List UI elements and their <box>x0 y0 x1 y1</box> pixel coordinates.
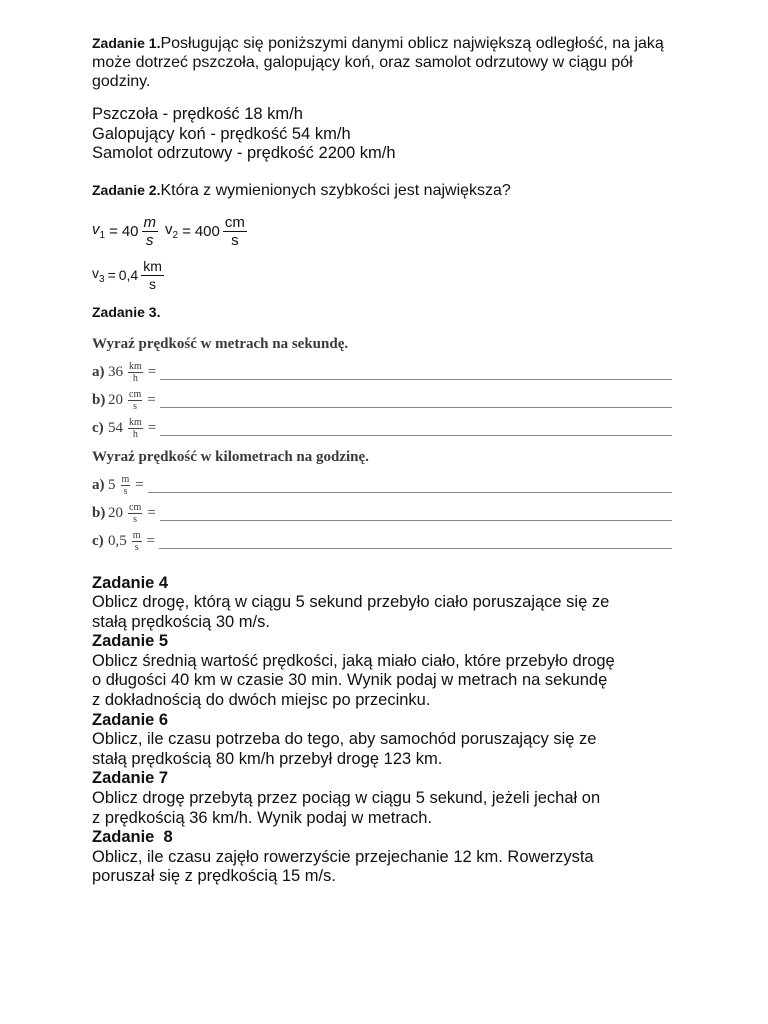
exercise-row: a) 36 $\frac{km}{h}$ = <box>92 359 682 387</box>
task-line: z dokładnością do dwóch miejsc po przecinku. <box>92 691 431 710</box>
task-1 <box>92 34 692 91</box>
answer-line[interactable] <box>160 393 672 408</box>
v3-label: $v_3$ <box>92 265 105 285</box>
v2-value: 400 <box>194 222 220 240</box>
task-line: stałą prędkością 30 m/s. <box>92 612 270 631</box>
task-3-worksheet <box>92 336 682 556</box>
task-2 <box>92 181 692 200</box>
v3-value: 0,4 <box>118 267 139 283</box>
exercise-row: c) 54 $\frac{km}{h}$ = <box>92 415 682 443</box>
v2-label: $v_2$ <box>165 221 179 241</box>
formula-v1: $v_1$ = 40 $\frac{m}{s}$ $v_2$ = 400 $\frac{cm}{s}$ <box>92 213 245 249</box>
task-title: Zadanie 6 <box>92 710 169 729</box>
task-8 <box>92 828 692 887</box>
speed-item: Galopujący koń - prędkość 54 km/h <box>92 124 351 143</box>
speed-list <box>92 105 692 164</box>
task-line: Oblicz, ile czasu zajęło rowerzyście przejechanie 12 km. Rowerzysta <box>92 847 594 866</box>
section-2-heading: Wyraź prędkość w kilometrach na godzinę. <box>92 448 369 465</box>
answer-line[interactable] <box>148 478 672 493</box>
task-title: Zadanie 5 <box>92 632 169 651</box>
task-7 <box>92 769 692 828</box>
v2-unit: $\frac{cm}{s}$ <box>224 213 245 249</box>
v3-unit: $\frac{km}{s}$ <box>143 257 162 292</box>
task-1-text: Posługując się poniższymi danymi oblicz największą odległość, na jaką może dotrzeć pszczoła, galopujący koń, oraz samolot odrzutowy w ciągu pół godziny. <box>92 35 664 90</box>
task-title: Zadanie 8 <box>92 828 173 847</box>
task-6 <box>92 711 692 770</box>
speed-item: Samolot odrzutowy - prędkość 2200 km/h <box>92 144 396 162</box>
task-4 <box>92 574 692 633</box>
speed-item: Pszczoła - prędkość 18 km/h <box>92 105 303 123</box>
task-line: Oblicz średnią wartość prędkości, jaką miało ciało, które przebyło drogę <box>92 651 615 670</box>
task-line: Oblicz drogę przebytą przez pociąg w ciągu 5 sekund, jeżeli jechał on <box>92 789 601 808</box>
velocity-formulas <box>92 214 692 304</box>
task-title: Zadanie 7 <box>92 769 169 788</box>
document-page <box>92 34 692 887</box>
section-1-heading: Wyraź prędkość w metrach na sekundę. <box>92 335 349 352</box>
answer-line[interactable] <box>160 365 672 380</box>
v1-label: $v_1$ <box>92 221 106 241</box>
task-1-label: Zadanie 1. <box>92 35 161 51</box>
task-3-label: Zadanie 3. <box>92 303 161 320</box>
answer-line[interactable] <box>160 506 672 521</box>
task-2-text: Która z wymienionych szybkości jest największa? <box>160 181 511 199</box>
exercise-row: a) 5 $\frac{m}{s}$ = <box>92 472 682 500</box>
task-line: Oblicz, ile czasu potrzeba do tego, aby samochód poruszający się ze <box>92 730 597 749</box>
task-5 <box>92 632 692 710</box>
task-line: poruszał się z prędkością 15 m/s. <box>92 867 336 886</box>
task-line: z prędkością 36 km/h. Wynik podaj w metrach. <box>92 808 433 827</box>
task-line: o długości 40 km w czasie 30 min. Wynik podaj w metrach na sekundę <box>92 671 608 690</box>
formula-v3: $v_3$ = 0,4 $\frac{km}{s}$ <box>92 257 162 292</box>
task-line: stałą prędkością 80 km/h przebył drogę 123 km. <box>92 749 443 768</box>
task-title: Zadanie 4 <box>92 573 169 592</box>
exercise-row: b) 20 $\frac{cm}{s}$ = <box>92 500 682 528</box>
exercise-row: c) 0,5 $\frac{m}{s}$ = <box>92 528 682 556</box>
task-line: Oblicz drogę, którą w ciągu 5 sekund przebyło ciało poruszające się ze <box>92 593 610 612</box>
answer-line[interactable] <box>160 421 672 436</box>
task-2-label: Zadanie 2. <box>92 181 161 198</box>
answer-line[interactable] <box>159 534 672 549</box>
task-list <box>92 574 692 888</box>
v1-value: 40 <box>121 222 139 240</box>
exercise-row: b) 20 $\frac{cm}{s}$ = <box>92 387 682 415</box>
v1-unit: $\frac{m}{s}$ <box>143 213 157 249</box>
